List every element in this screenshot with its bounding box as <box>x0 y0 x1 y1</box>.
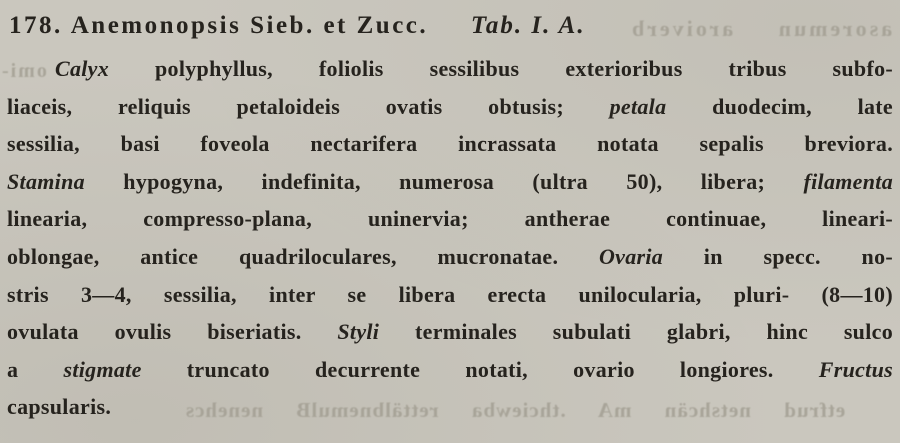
text-segment: a <box>7 356 64 382</box>
text-segment: duodecim, late <box>666 93 893 119</box>
text-line <box>7 163 893 201</box>
bleedthrough-text-left: -imo <box>0 60 47 82</box>
text-line <box>7 125 893 163</box>
text-line <box>7 200 893 238</box>
italic-term: Styli <box>337 319 380 345</box>
text-segment: capsularis. <box>7 394 112 420</box>
text-line <box>7 50 893 88</box>
entry-number: 178. <box>9 12 63 39</box>
italic-term: filamenta <box>803 168 893 194</box>
italic-term: Stamina <box>7 168 85 194</box>
text-segment: polyphyllus, foliolis sessilibus exterioribus tribus subfo- <box>109 56 893 81</box>
bleedthrough-text-top: breviora numerosa <box>628 16 892 41</box>
text-line <box>7 276 893 314</box>
entry-title: Anemonopsis Sieb. et Zucc. <box>70 12 429 39</box>
text-line <box>7 351 893 389</box>
text-segment: terminales subulati glabri, hinc sulco <box>379 319 893 345</box>
species-description-paragraph <box>7 50 893 426</box>
plate-reference: Tab. I. A. <box>470 12 586 39</box>
text-segment: ovulata ovulis biseriatis. <box>7 319 338 345</box>
italic-term: Ovaria <box>598 243 664 269</box>
text-segment: sessilia, basi foveola nectarifera incrassata notata sepalis breviora. <box>7 131 893 157</box>
text-line <box>7 88 893 126</box>
entry-heading <box>9 12 893 40</box>
text-segment: liaceis, reliquis petaloideis ovatis obtusis; <box>7 93 610 119</box>
bleedthrough-text-bottom: schenen Blumenblätter abweicht. Am nächsten durfte <box>185 398 846 422</box>
text-segment: truncato decurrente notati, ovario longiores. <box>141 356 819 382</box>
text-segment: in specc. no- <box>663 243 894 269</box>
text-line <box>7 238 893 276</box>
text-line <box>7 313 893 351</box>
italic-term: stigmate <box>63 356 142 382</box>
text-line <box>7 388 893 426</box>
text-segment: hypogyna, indefinita, numerosa (ultra 50), libera; <box>84 168 804 194</box>
text-segment: stris 3—4, sessilia, inter se libera erecta unilocularia, pluri- (8—10) <box>7 281 893 307</box>
italic-term: Fructus <box>818 356 893 382</box>
italic-term: petala <box>609 93 667 119</box>
text-segment: linearia, compresso-plana, uninervia; antherae continuae, lineari- <box>7 206 893 232</box>
text-segment: oblongae, antice quadriloculares, mucronatae. <box>7 243 599 269</box>
italic-term: Calyx <box>55 56 110 81</box>
